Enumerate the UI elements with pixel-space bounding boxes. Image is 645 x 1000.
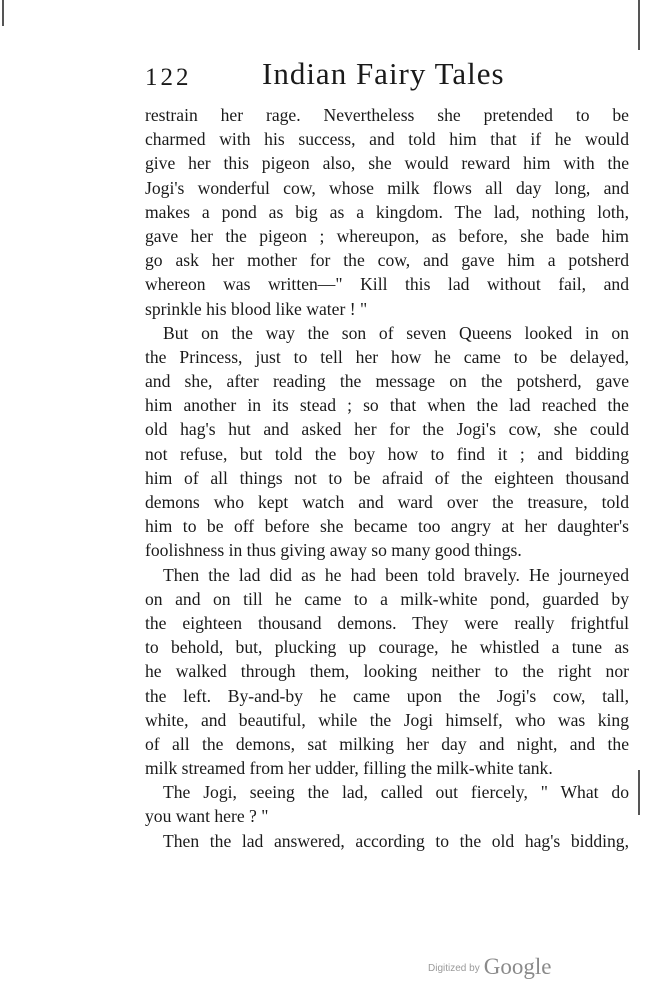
left-page-edge (2, 0, 4, 26)
text-line: whereon was written—" Kill this lad without fail, and (145, 274, 629, 295)
text-line: gave her the pigeon ; whereupon, as before, she bade him (145, 225, 629, 246)
text-line: restrain her rage. Nevertheless she pretended to be (145, 105, 629, 125)
text-line: him to be off before she became too angry at her daughter's (145, 516, 629, 537)
text-line: Then the lad answered, according to the old hag's bidding, (163, 830, 629, 851)
right-page-edge (638, 0, 640, 50)
text-line: go ask her mother for the cow, and gave him a potsherd (145, 250, 629, 271)
text-line: and she, after reading the message on the potsherd, gave (145, 371, 629, 392)
text-line: the Princess, just to tell her how he came to be delayed, (145, 346, 629, 367)
text-line: him of all things not to be afraid of the eighteen thousand (145, 467, 629, 488)
text-line: the eighteen thousand demons. They were really frightful (145, 612, 629, 633)
body-text (145, 103, 629, 853)
text-line: not refuse, but told the boy how to find it ; and bidding (145, 443, 629, 464)
text-line: you want here ? " (145, 806, 269, 827)
text-line: him another in its stead ; so that when the lad reached the (145, 395, 629, 416)
running-title: Indian Fairy Tales (262, 56, 505, 91)
text-line: foolishness in thus giving away so many good things. (145, 540, 522, 561)
digitized-by-google-watermark (428, 954, 551, 980)
text-line: makes a pond as big as a kingdom. The lad, nothing loth, (145, 201, 629, 222)
text-line: to behold, but, plucking up courage, he whistled a tune as (145, 637, 629, 658)
text-line: charmed with his success, and told him that if he would (145, 129, 629, 150)
page-number: 122 (145, 64, 192, 91)
text-line: white, and beautiful, while the Jogi himself, who was king (145, 709, 629, 730)
text-line: milk streamed from her udder, filling the milk-white tank. (145, 758, 553, 779)
text-line: The Jogi, seeing the lad, called out fiercely, " What do (163, 782, 629, 803)
right-page-edge-lower (638, 770, 640, 815)
text-line: the left. By-and-by he came upon the Jogi's cow, tall, (145, 685, 629, 706)
google-wordmark: Google (483, 954, 552, 979)
text-line: sprinkle his blood like water ! " (145, 298, 368, 319)
text-line: demons who kept watch and ward over the treasure, told (145, 492, 629, 512)
text-line: give her this pigeon also, she would reward him with the (145, 153, 629, 174)
text-line: Then the lad did as he had been told bravely. He journeyed (163, 564, 629, 585)
digitized-prefix: Digitized by (428, 963, 480, 974)
text-line: of all the demons, sat milking her day and night, and the (145, 733, 629, 754)
text-line: on and on till he came to a milk-white pond, guarded by (145, 588, 629, 609)
text-line: he walked through them, looking neither to the right nor (145, 661, 629, 682)
text-line: But on the way the son of seven Queens looked in on (163, 322, 629, 343)
page-header (145, 56, 630, 96)
text-line: Jogi's wonderful cow, whose milk flows all day long, and (145, 177, 629, 198)
text-line: old hag's hut and asked her for the Jogi's cow, she could (145, 419, 629, 440)
